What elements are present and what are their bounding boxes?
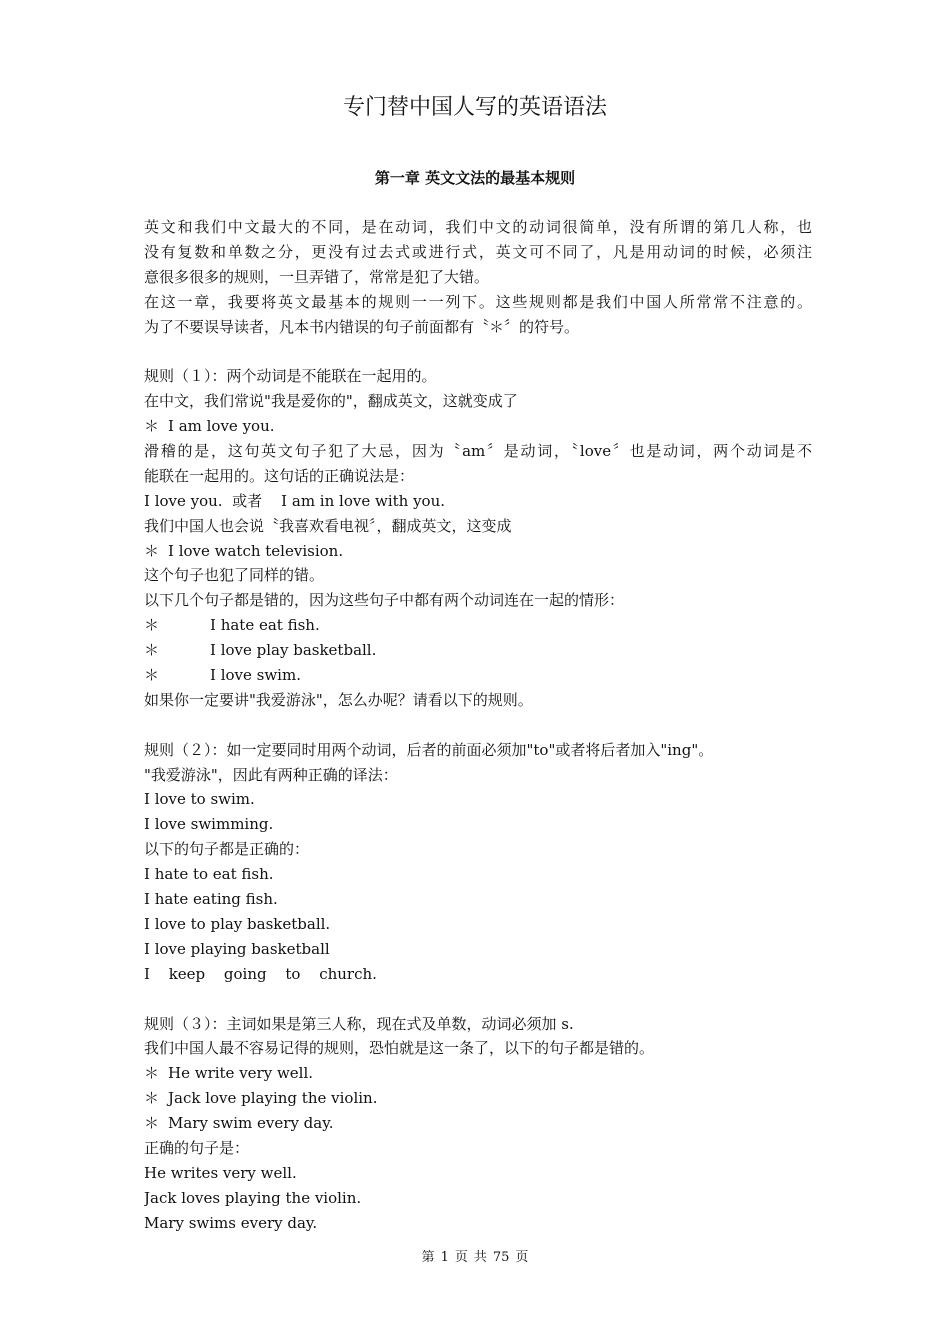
- rule-1-text: 能联在一起用的。这句话的正确说法是：: [144, 466, 415, 485]
- wrong-marker: ＊: [144, 1064, 160, 1083]
- wrong-marker: ＊: [144, 616, 160, 635]
- wrong-sentence-text: Jack love playing the violin.: [168, 1089, 378, 1108]
- wrong-sentence: [144, 663, 812, 688]
- chapter-heading: 第一章 英文文法的最基本规则: [374, 169, 576, 187]
- correct-sentence: Jack loves playing the violin.: [144, 1188, 362, 1207]
- footer-page-word: 页: [454, 1250, 468, 1265]
- rule-1-text: 这个句子也犯了同样的错。: [144, 566, 325, 585]
- document-title: 专门替中国人写的英语语法: [342, 95, 607, 120]
- rule-1-text: 在中文，我们常说"我是爱你的"，翻成英文，这就变成了: [144, 392, 518, 411]
- correct-sentence: I hate eating fish.: [144, 890, 278, 909]
- rule-2-heading: 规则（２）：如一定要同时用两个动词，后者的前面必须加"to"或者将后者加入"ing"。: [144, 740, 714, 759]
- intro-line: 在这一章，我要将英文最基本的规则一一列下。这些规则都是我们中国人所常常不注意的。: [144, 292, 812, 311]
- intro-line: 为了不要误导读者，凡本书内错误的句子前面都有〝＊〞的符号。: [144, 317, 580, 336]
- rule-1-heading: 规则（１）：两个动词是不能联在一起用的。: [144, 367, 437, 386]
- rule-1-text: 滑稽的是，这句英文句子犯了大忌，因为〝am〞是动词，〝love〞也是动词，两个动词是不: [144, 442, 812, 461]
- correct-sentence: I hate to eat fish.: [144, 865, 274, 884]
- paragraph-gap: [144, 987, 812, 1012]
- wrong-sentence-text: I am love you.: [168, 417, 275, 436]
- wrong-marker: ＊: [144, 1114, 160, 1133]
- wrong-sentence: [144, 613, 812, 638]
- footer-suffix: 页: [515, 1250, 529, 1265]
- total-pages: 75: [492, 1250, 510, 1265]
- wrong-marker: ＊: [144, 417, 160, 436]
- intro-line: 英文和我们中文最大的不同，是在动词，我们中文的动词很简单，没有所谓的第几人称，也: [144, 218, 812, 236]
- rule-2-text: "我爱游泳"，因此有两种正确的译法：: [144, 765, 398, 784]
- rule-3-text: 正确的句子是：: [144, 1138, 250, 1157]
- wrong-marker: ＊: [144, 1089, 160, 1108]
- paragraph-gap: [144, 713, 812, 738]
- correct-sentence: I love playing basketball: [144, 939, 330, 958]
- wrong-sentence-text: I hate eat fish.: [210, 616, 320, 635]
- wrong-marker: ＊: [144, 541, 160, 560]
- wrong-sentence-text: He write very well.: [168, 1064, 314, 1083]
- correct-sentence: I love to swim.: [144, 790, 255, 809]
- wrong-sentence-text: Mary swim every day.: [168, 1114, 334, 1133]
- wrong-sentence: [144, 1061, 812, 1086]
- correct-sentence: I love swimming.: [144, 815, 274, 834]
- wrong-sentence: [144, 1086, 812, 1111]
- paragraph-gap: [144, 339, 812, 364]
- wrong-marker: ＊: [144, 641, 160, 660]
- wrong-sentence-text: I love watch television.: [168, 541, 344, 560]
- correct-sentence: He writes very well.: [144, 1163, 297, 1182]
- wrong-sentence: [144, 414, 812, 439]
- page-footer: [0, 1248, 950, 1268]
- wrong-sentence: [144, 1111, 812, 1136]
- wrong-sentence-text: I love play basketball.: [210, 641, 377, 660]
- footer-prefix: 第: [421, 1250, 435, 1265]
- page-number: 1: [440, 1250, 449, 1265]
- rule-1-text: 如果你一定要讲"我爱游泳"，怎么办呢？请看以下的规则。: [144, 690, 533, 709]
- rule-3-heading: 规则（３）：主词如果是第三人称，现在式及单数，动词必须加 s.: [144, 1014, 574, 1033]
- footer-total-word: 共: [473, 1250, 487, 1265]
- correct-sentence: I love to play basketball.: [144, 914, 331, 933]
- rule-1-text: 以下几个句子都是错的，因为这些句子中都有两个动词连在一起的情形：: [144, 591, 625, 610]
- wrong-sentence: [144, 638, 812, 663]
- correct-sentence: Mary swims every day.: [144, 1213, 318, 1232]
- document-body: [144, 215, 812, 1236]
- wrong-sentence-text: I love swim.: [210, 666, 301, 685]
- wrong-sentence: [144, 539, 812, 564]
- wrong-marker: ＊: [144, 666, 160, 685]
- intro-line: 没有复数和单数之分，更没有过去式或进行式，英文可不同了，凡是用动词的时候，必须注: [144, 242, 812, 261]
- correct-sentence: I keep going to church.: [144, 964, 377, 983]
- rule-1-text: 我们中国人也会说〝我喜欢看电视〞，翻成英文，这变成: [144, 516, 512, 535]
- correct-sentence: I love you. 或者 I am in love with you.: [144, 491, 446, 510]
- intro-line: 意很多很多的规则，一旦弄错了，常常是犯了大错。: [144, 267, 490, 286]
- rule-3-text: 我们中国人最不容易记得的规则，恐怕就是这一条了，以下的句子都是错的。: [144, 1039, 655, 1058]
- rule-2-text: 以下的句子都是正确的：: [144, 840, 310, 859]
